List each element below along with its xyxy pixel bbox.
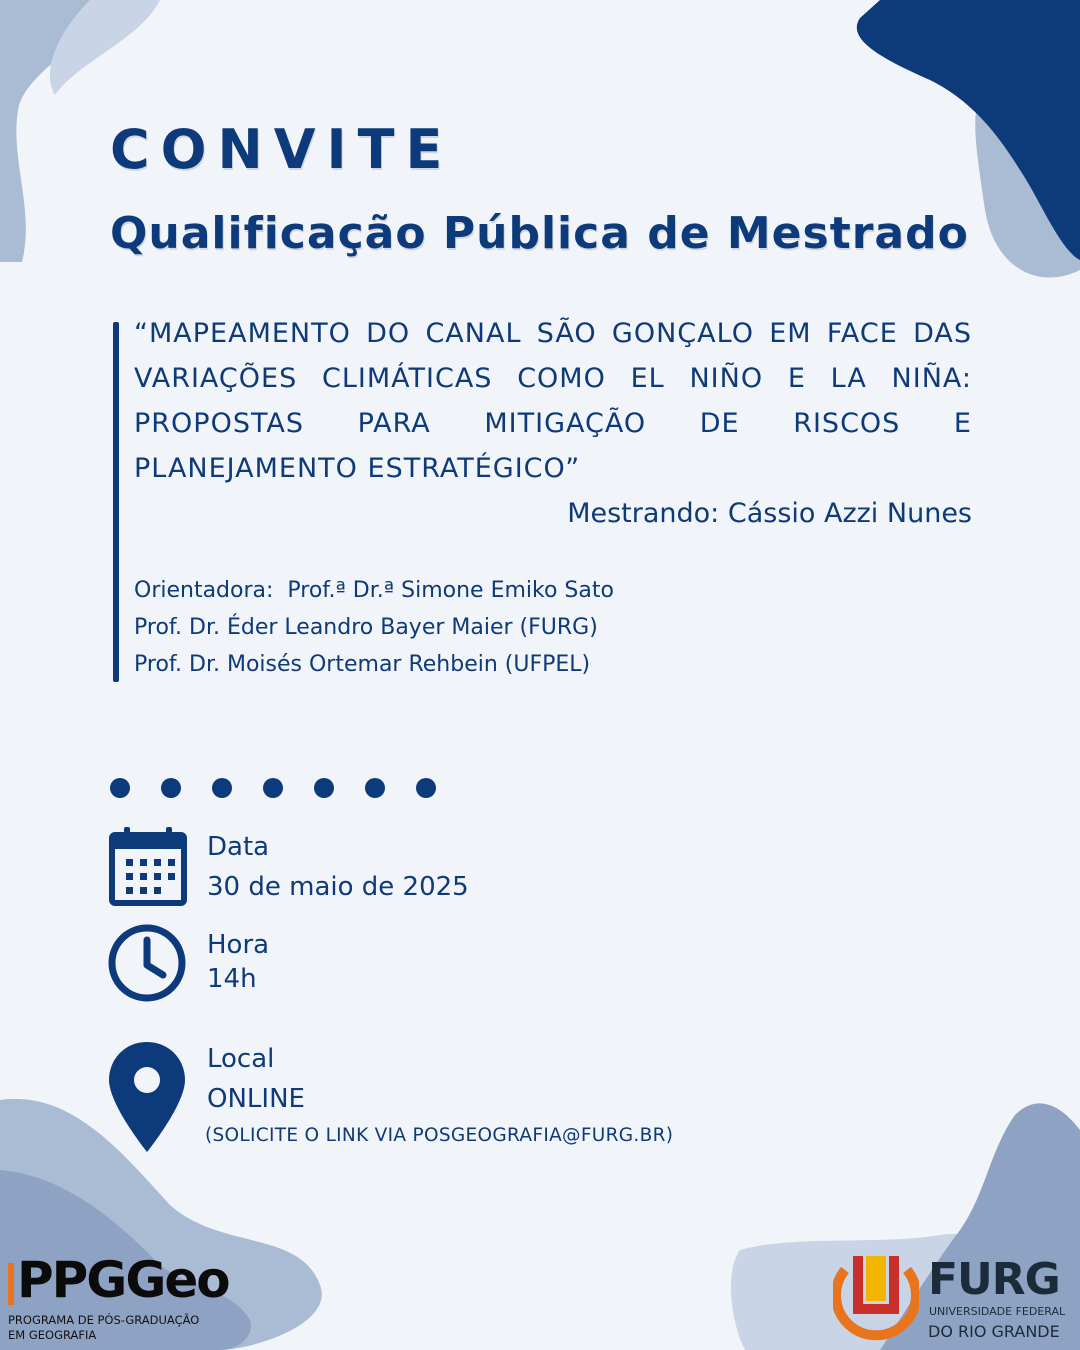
accent-bar <box>113 322 119 682</box>
committee-member: Prof. Dr. Moisés Ortemar Rehbein (UFPEL) <box>134 652 591 677</box>
page-subtitle: Qualificação Pública de Mestrado <box>110 208 969 259</box>
thesis-title-line: PLANEJAMENTO ESTRATÉGICO” <box>134 453 581 484</box>
page-title: CONVITE <box>110 118 454 181</box>
date-label: Data <box>207 832 270 862</box>
student-name: Mestrando: Cássio Azzi Nunes <box>567 498 972 529</box>
thesis-title-line: “MAPEAMENTO DO CANAL SÃO GONÇALO EM FACE DAS <box>134 318 972 349</box>
committee-member: Prof. Dr. Éder Leandro Bayer Maier (FURG) <box>134 615 598 640</box>
calendar-icon <box>108 825 188 907</box>
dot <box>314 778 334 798</box>
date-value: 30 de maio de 2025 <box>207 872 469 902</box>
ppggeo-logo-accent <box>8 1263 14 1305</box>
place-note: (SOLICITE O LINK VIA POSGEOGRAFIA@FURG.BR) <box>205 1125 674 1146</box>
decorative-dots <box>110 778 436 798</box>
dot <box>263 778 283 798</box>
furg-emblem-icon <box>833 1252 919 1342</box>
place-value: ONLINE <box>207 1084 305 1114</box>
thesis-title-line: PROPOSTAS PARA MITIGAÇÃO DE RISCOS E <box>134 408 972 439</box>
thesis-title-line: VARIAÇÕES CLIMÁTICAS COMO EL NIÑO E LA NIÑA: <box>134 363 972 394</box>
ppggeo-subtitle: PROGRAMA DE PÓS-GRADUAÇÃO <box>8 1313 200 1327</box>
time-value: 14h <box>207 964 257 994</box>
location-pin-icon <box>107 1040 187 1155</box>
ppggeo-subtitle: EM GEOGRAFIA <box>8 1328 97 1342</box>
time-label: Hora <box>207 930 270 960</box>
dot <box>110 778 130 798</box>
dot <box>161 778 181 798</box>
furg-subtitle: UNIVERSIDADE FEDERAL <box>929 1305 1066 1318</box>
advisor-line: Orientadora: Prof.ª Dr.ª Simone Emiko Sato <box>134 578 614 603</box>
ppggeo-logo: PPGGeo <box>17 1251 229 1309</box>
place-label: Local <box>207 1044 275 1074</box>
furg-subtitle: DO RIO GRANDE <box>928 1322 1060 1341</box>
furg-logo: FURG <box>928 1254 1060 1305</box>
clock-icon <box>106 922 188 1004</box>
dot <box>212 778 232 798</box>
dot <box>416 778 436 798</box>
dot <box>365 778 385 798</box>
